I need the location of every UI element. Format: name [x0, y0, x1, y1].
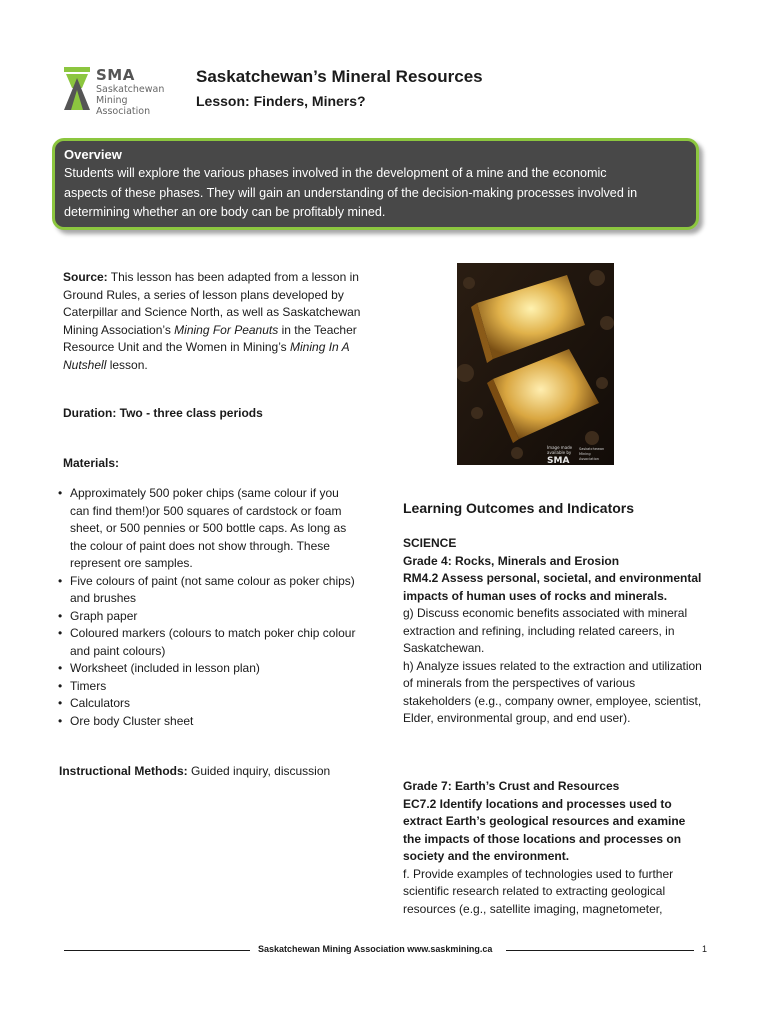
grade7-title: Grade 7: Earth’s Crust and Resources — [403, 779, 620, 793]
bullet-icon: • — [58, 678, 63, 693]
list-item: • Calculators — [58, 695, 358, 713]
list-item: • Worksheet (included in lesson plan) — [58, 660, 358, 678]
logo-abbr: SMA — [96, 66, 135, 84]
bullet-icon: • — [58, 573, 63, 588]
photo-caption-line2: available by — [547, 450, 572, 455]
overview-text — [64, 164, 687, 223]
overview-line: aspects of these phases. They will gain an understanding of the decision-making processes involved in — [64, 185, 638, 200]
list-item: • Approximately 500 poker chips (same colour if you can find them!)or 500 squares of cardstock or foam sheet, or 500 pennies or 500 bottle caps. As long as the colour of paint does not show through. These represent ore samples. — [58, 486, 347, 570]
source-label: Source: — [63, 270, 108, 284]
science-outcomes — [403, 535, 703, 728]
bullet-icon: • — [58, 696, 63, 710]
list-item: • Timers — [58, 678, 358, 696]
bullet-icon: • — [58, 608, 63, 623]
photo-caption-line1: Image made — [547, 445, 573, 450]
photo-logo-line1: Saskatchewan — [579, 447, 605, 451]
instructional-label: Instructional Methods: — [59, 764, 188, 778]
bullet-icon: • — [58, 713, 63, 728]
duration-text: Duration: Two - three class periods — [63, 406, 263, 420]
instructional-text: Guided inquiry, discussion — [187, 764, 331, 778]
footer-rule-right — [506, 950, 694, 951]
sma-logo-mark-icon — [62, 66, 92, 112]
bullet-icon: • — [58, 661, 63, 675]
materials-heading: Materials: — [63, 456, 120, 470]
grade7-indicator-f: f. Provide examples of technologies used to further scientific research related to extracting geological resources (e.g., satellite imaging, magnetometer, — [403, 866, 674, 916]
bullet-icon: • — [58, 486, 63, 500]
source-text: This lesson has been adapted from a lesson in Ground Rules, a series of lesson plans developed by Caterpillar and Science North, as well as Saskatchewan Mining Association’s — [63, 270, 361, 337]
grade4-indicator-h: h) Analyze issues related to the extraction and utilization of minerals from the perspectives of various stakeholders (e.g., company owner, employee, scientist, Elder, environmental group, and end user). — [403, 658, 702, 725]
document-title: Saskatchewan’s Mineral Resources — [196, 67, 483, 86]
gold-bars-image — [457, 263, 614, 465]
materials-list — [58, 485, 358, 730]
gold-bars-photo — [457, 263, 614, 465]
sma-logo — [62, 66, 182, 117]
grade7-outcomes — [403, 778, 703, 918]
learning-outcomes-heading: Learning Outcomes and Indicators — [403, 500, 635, 516]
source-text: in the Teacher Resource Unit and the Women in Mining’s — [63, 322, 357, 354]
footer-rule-left — [64, 950, 250, 951]
footer-text: Saskatchewan Mining Association www.saskmining.ca — [258, 944, 493, 954]
overview-heading: Overview — [64, 147, 122, 162]
logo-name-line1: Saskatchewan — [96, 84, 165, 95]
source-italic-title: Mining For Peanuts — [174, 322, 279, 337]
bullet-icon: • — [58, 626, 63, 640]
photo-logo-abbr: SMA — [547, 456, 570, 465]
list-item: • Five colours of paint (not same colour as poker chips) and brushes — [58, 573, 355, 605]
page-number: 1 — [702, 944, 708, 954]
grade4-title: Grade 4: Rocks, Minerals and Erosion — [403, 553, 620, 568]
subject-label: SCIENCE — [403, 536, 457, 550]
source-paragraph — [63, 269, 363, 374]
list-item: • Ore body Cluster sheet — [58, 713, 358, 731]
list-item: • Graph paper — [58, 608, 358, 626]
photo-logo-line2: Mining — [579, 452, 591, 456]
lesson-title: Lesson: Finders, Miners? — [196, 93, 366, 109]
source-text: lesson. — [106, 357, 148, 372]
instructional-methods — [59, 763, 330, 781]
list-item: • Coloured markers (colours to match poker chip colour and paint colours) — [58, 626, 356, 658]
overview-box — [52, 138, 699, 230]
overview-line: Students will explore the various phases involved in the development of a mine and the economic — [64, 166, 607, 180]
grade4-indicator-g: g) Discuss economic benefits associated with mineral extraction and refining, including related careers, in Saskatchewan. — [403, 606, 688, 655]
overview-line: determining whether an ore body can be profitably mined. — [64, 205, 386, 219]
grade4-outcome: RM4.2 Assess personal, societal, and environmental impacts of human uses of rocks and minerals. — [403, 571, 702, 603]
photo-logo-line3: Association — [579, 457, 599, 461]
sma-logo-text — [96, 66, 182, 117]
grade7-outcome: EC7.2 Identify locations and processes used to extract Earth’s geological resources and examine the impacts of those locations and processes on society and the environment. — [403, 796, 686, 863]
source-italic-title: Mining In A Nutshell — [63, 340, 350, 372]
logo-name-line2: Mining Association — [96, 95, 151, 117]
